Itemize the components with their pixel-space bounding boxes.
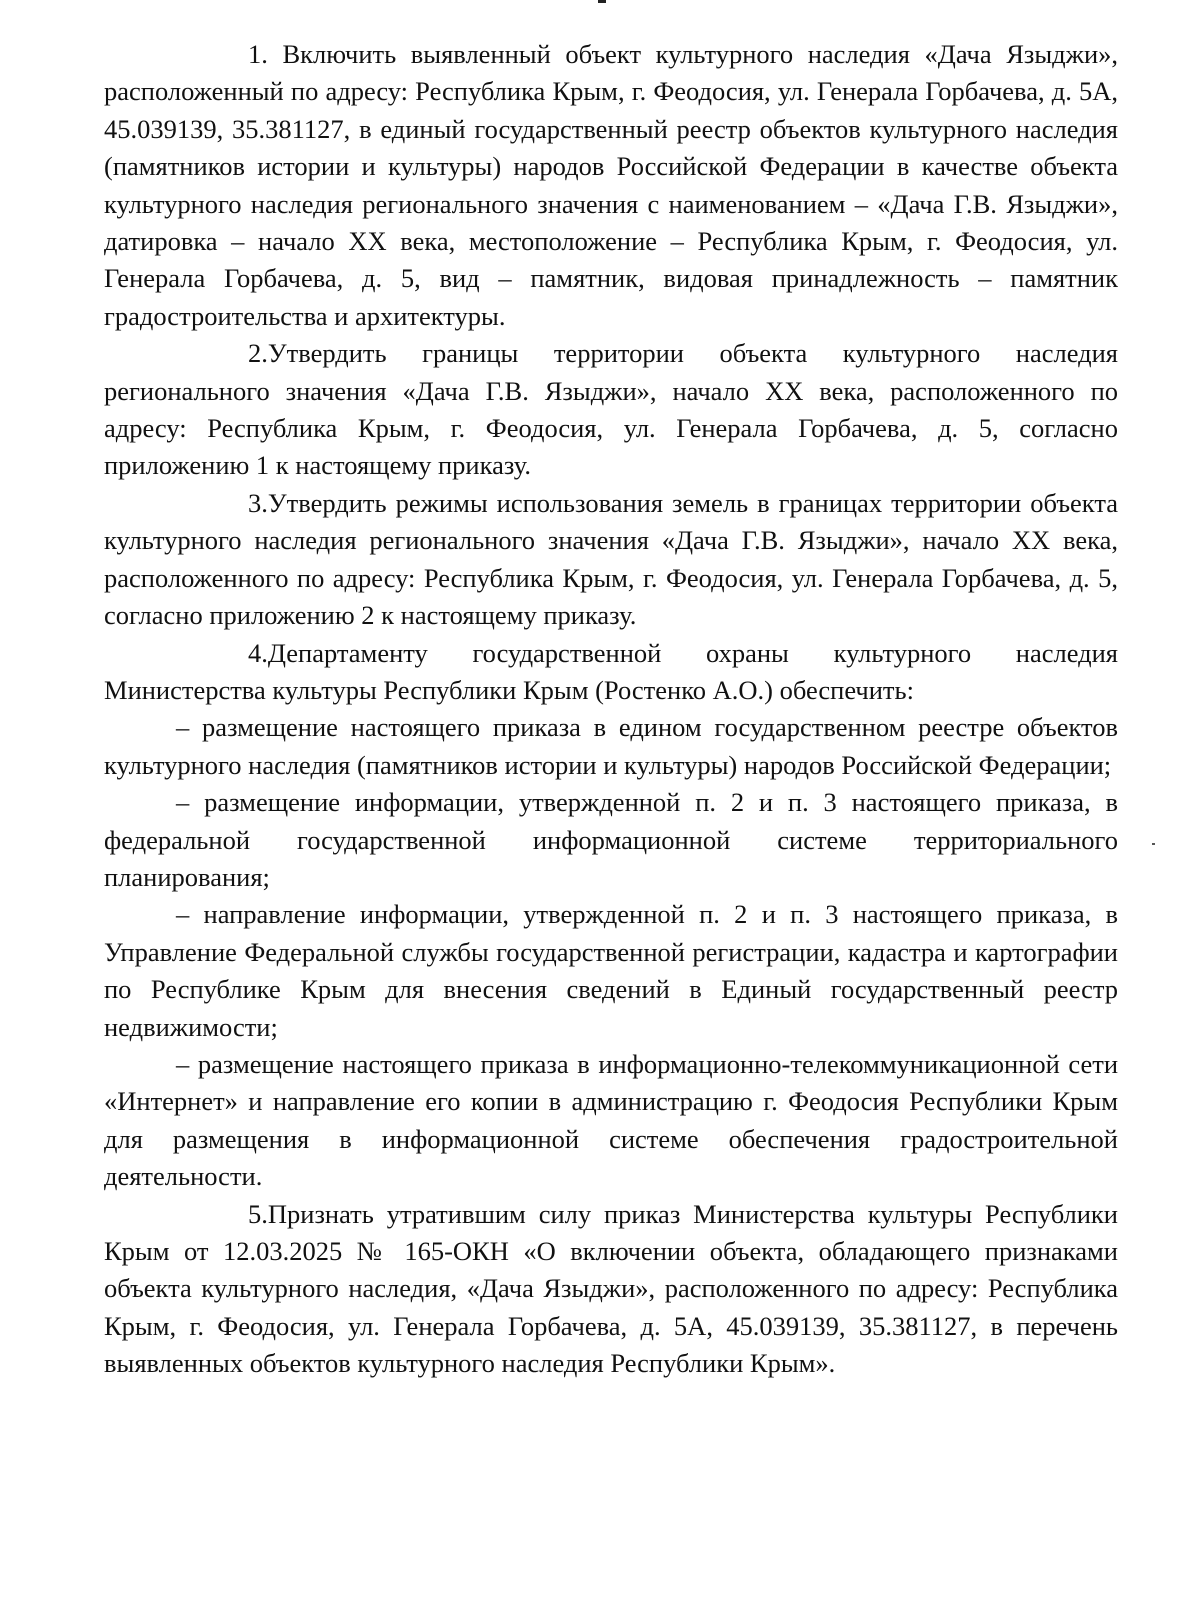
- item-4-text: Департаменту государственной охраны культурного наследия Министерства культуры Республики Крым (Ростенко А.О.) обеспечить:: [104, 637, 1118, 705]
- item-1-text: Включить выявленный объект культурного наследия «Дача Языджи», расположенный по адресу: Республика Крым, г. Феодосия, ул. Генерала Горбачева, д. 5А, 45.039139, 35.381127, в единый государственный реестр объектов культурного наследия (памятников истории и культуры) народов Российской Федерации в качестве объекта культурного наследия регионального значения с наименованием – «Дача Г.В. Языджи», датировка – начало XX века, местоположение – Республика Крым, г. Феодосия, ул. Генерала Горбачева, д. 5, вид – памятник, видовая принадлежность – памятник градостроительства и архитектуры.: [104, 39, 1118, 331]
- scan-speck: [1152, 843, 1155, 845]
- subitem-internet-paragraph: [104, 1046, 1118, 1196]
- item-4-number: 4.: [248, 637, 268, 668]
- subitem-fgis-text: – размещение информации, утвержденной п. 2 и п. 3 настоящего приказа, в федеральной государственной информационной системе территориального планирования;: [104, 787, 1118, 892]
- item-4-paragraph: [104, 635, 1118, 710]
- subitem-registry-text: – размещение настоящего приказа в едином государственном реестре объектов культурного наследия (памятников истории и культуры) народов Российской Федерации;: [104, 712, 1118, 780]
- document-body: [104, 36, 1118, 1383]
- item-2-text: Утвердить границы территории объекта культурного наследия регионального значения «Дача Г.В. Языджи», начало XX века, расположенного по адресу: Республика Крым, г. Феодосия, ул. Генерала Горбачева, д. 5, согласно приложению 1 к настоящему приказу.: [104, 338, 1118, 481]
- page-number-mark: [598, 0, 606, 3]
- item-2-number: 2.: [248, 338, 268, 369]
- item-5-text: Признать утратившим силу приказ Министерства культуры Республики Крым от 12.03.2025 № 165-ОКН «О включении объекта, обладающего признаками объекта культурного наследия, «Дача Языджи», расположенного по адресу: Республика Крым, г. Феодосия, ул. Генерала Горбачева, д. 5А, 45.039139, 35.381127, в перечень выявленных объектов культурного наследия Республики Крым».: [104, 1198, 1118, 1379]
- item-1-paragraph: [104, 36, 1118, 335]
- item-2-paragraph: [104, 335, 1118, 485]
- item-5-number: 5.: [248, 1198, 268, 1229]
- subitem-rosreestr-paragraph: [104, 896, 1118, 1046]
- subitem-registry-paragraph: [104, 709, 1118, 784]
- item-3-text: Утвердить режимы использования земель в границах территории объекта культурного наследия регионального значения «Дача Г.В. Языджи», начало XX века, расположенного по адресу: Республика Крым, г. Феодосия, ул. Генерала Горбачева, д. 5, согласно приложению 2 к настоящему приказу.: [104, 487, 1118, 631]
- subitem-rosreestr-text: – направление информации, утвержденной п. 2 и п. 3 настоящего приказа, в Управление Федеральной службы государственной регистрации, кадастра и картографии по Республике Крым для внесения сведений в Единый государственный реестр недвижимости;: [104, 899, 1118, 1042]
- subitem-fgis-paragraph: [104, 784, 1118, 896]
- item-1-number: 1.: [248, 39, 268, 69]
- item-5-paragraph: [104, 1196, 1118, 1383]
- item-3-paragraph: [104, 485, 1118, 635]
- item-3-number: 3.: [248, 487, 268, 518]
- subitem-internet-text: – размещение настоящего приказа в информационно-телекоммуникационной сети «Интернет» и направление его копии в администрацию г. Феодосия Республики Крым для размещения в информационной системе обеспечения градостроительной деятельности.: [104, 1048, 1118, 1192]
